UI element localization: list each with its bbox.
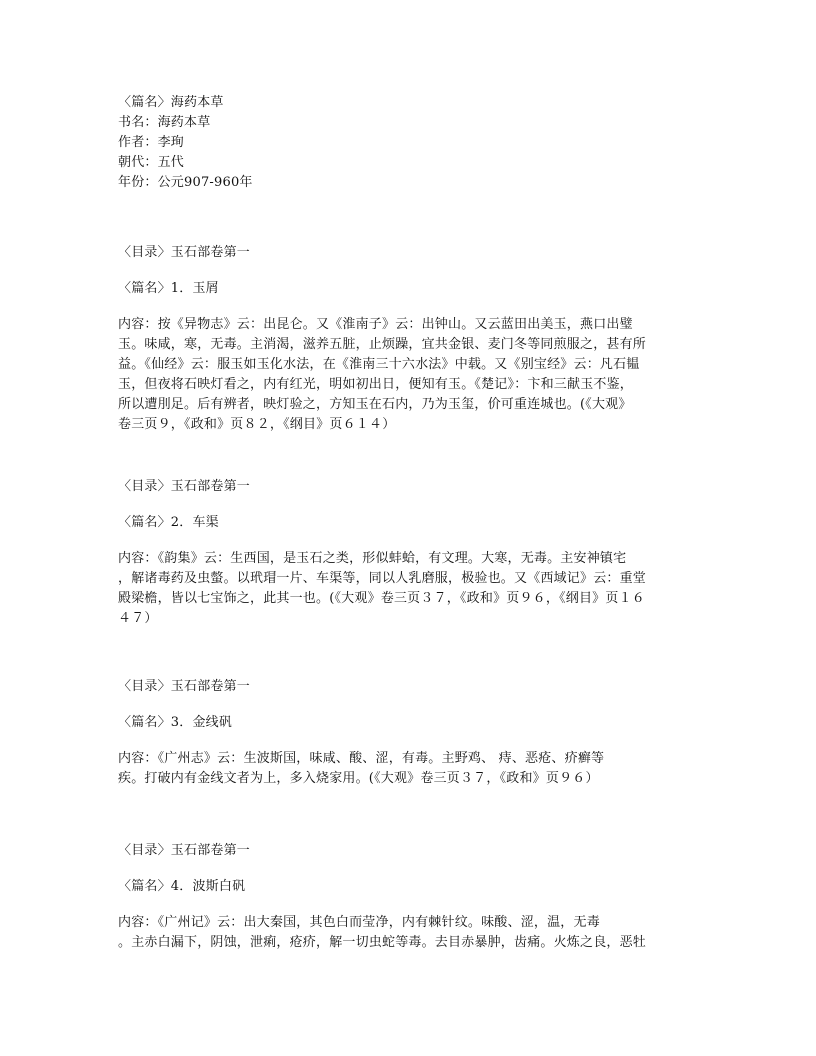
header-zuozhe: 作者：李珣 [118, 135, 185, 150]
entry-1-content-line: 益。《仙经》云：服玉如玉化水法，在《淮南三十六水法》中载。又《别宝经》云：凡石韫 [118, 357, 640, 372]
entry-4-content-line: 内容：《广州记》云：出大秦国，其色白而莹净，内有棘针纹。味酸、涩，温，无毒 [118, 915, 600, 930]
entry-1-content-line: 玉。味咸，寒，无毒。主消渴，滋养五脏，止烦躁，宜共金银、麦门冬等同煎服之，甚有所 [118, 337, 647, 352]
header-shuming: 书名：海药本草 [118, 115, 211, 130]
entry-2-content-line: ，解诸毒药及虫螫。以玳瑁一片、车渠等，同以人乳磨服，极验也。又《西域记》云：重堂 [118, 571, 647, 586]
entry-1-content-line: 内容：按《异物志》云：出昆仑。又《淮南子》云：出钟山。又云蓝田出美玉，燕口出璧 [118, 317, 633, 332]
entry-4-pianming: 〈篇名〉4．波斯白矾 [118, 879, 246, 894]
header-pianming: 〈篇名〉海药本草 [118, 95, 224, 110]
header-nianfen: 年份：公元907-960年 [118, 175, 253, 190]
entry-3-content-line: 内容：《广州志》云：生波斯国，味咸、酸、涩，有毒。主野鸡、 痔、恶疮、疥癣等 [118, 751, 605, 766]
entry-3-pianming: 〈篇名〉3．金线矾 [118, 715, 233, 730]
entry-4-mulu: 〈目录〉玉石部卷第一 [118, 843, 251, 858]
entry-2-content-line: 内容：《韵集》云：生西国，是玉石之类，形似蚌蛤，有文理。大寒，无毒。主安神镇宅 [118, 551, 627, 566]
entry-3-content-line: 疾。打破内有金线文者为上，多入烧家用。(《大观》卷三页３７，《政和》页９６） [118, 771, 599, 786]
entry-1-content-line: 玉，但夜将石映灯看之，内有红光，明如初出日，便知有玉。《楚记》：卞和三献玉不鉴， [118, 377, 634, 392]
entry-1-mulu: 〈目录〉玉石部卷第一 [118, 245, 251, 260]
entry-2-content-line: 殿梁檐，皆以七宝饰之，此其一也。(《大观》卷三页３７，《政和》页９６，《纲目》页１６ [118, 591, 645, 606]
entry-1-content-line: 所以遭刖足。后有辨者，映灯验之，方知玉在石内，乃为玉玺，价可重连城也。(《大观》 [118, 397, 632, 412]
entry-3-mulu: 〈目录〉玉石部卷第一 [118, 679, 251, 694]
entry-2-pianming: 〈篇名〉2．车渠 [118, 515, 219, 530]
entry-1-pianming: 〈篇名〉1．玉屑 [118, 281, 219, 296]
entry-2-content-line: ４７） [118, 611, 158, 626]
entry-1-content-line: 卷三页９，《政和》页８２，《纲目》页６１４） [118, 417, 396, 432]
entry-2-mulu: 〈目录〉玉石部卷第一 [118, 479, 251, 494]
entry-4-content-line: 。主赤白漏下，阴蚀，泄痢，疮疥，解一切虫蛇等毒。去目赤暴肿，齿痛。火炼之良，恶牡 [118, 935, 647, 950]
header-chaodai: 朝代：五代 [118, 155, 185, 170]
